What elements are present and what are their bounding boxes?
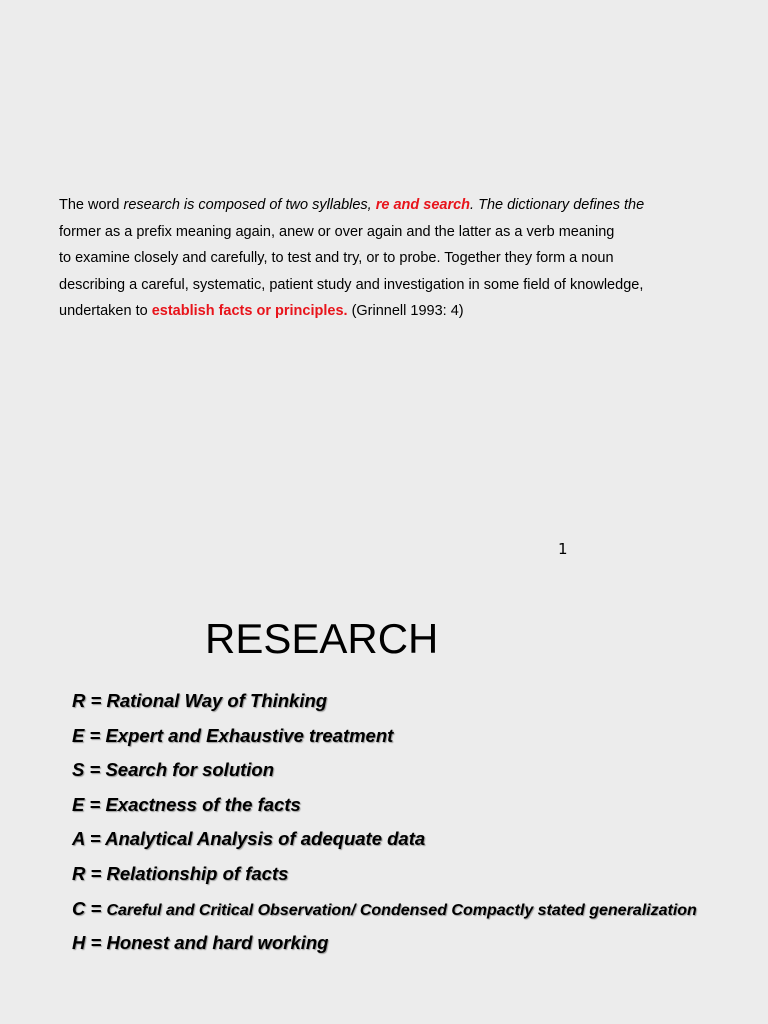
- italic-run: research is composed of two syllables,: [123, 197, 376, 213]
- acronym-letter: A =: [72, 828, 106, 850]
- italic-run: . The dictionary defines the: [470, 197, 645, 213]
- acronym-item: [72, 857, 697, 892]
- acronym-letter: R =: [72, 862, 107, 884]
- paragraph-line-1: [59, 192, 699, 219]
- acronym-expansion: Analytical Analysis of adequate data: [105, 828, 426, 850]
- citation: (Grinnell 1993: 4): [347, 303, 464, 320]
- paragraph-line-2: former as a prefix meaning again, anew or over again and the latter as a verb meaning: [59, 223, 615, 240]
- highlight-re-and-search: re and search: [375, 197, 471, 213]
- highlight-establish-facts: establish facts or principles.: [151, 303, 348, 320]
- acronym-item: [72, 926, 697, 961]
- paragraph-line-4: describing a careful, systematic, patient study and investigation in some field of knowledge,: [59, 276, 644, 293]
- acronym-letter: R =: [72, 690, 107, 711]
- page-number: 1: [558, 540, 568, 558]
- acronym-expansion: Expert and Exhaustive treatment: [105, 724, 394, 746]
- acronym-list: [72, 684, 697, 961]
- definition-paragraph: [59, 192, 699, 325]
- acronym-expansion: Relationship of facts: [106, 862, 289, 884]
- acronym-item: [72, 892, 697, 927]
- acronym-expansion: Honest and hard working: [106, 932, 329, 954]
- acronym-item: [72, 822, 697, 857]
- acronym-expansion: Rational Way of Thinking: [106, 690, 328, 711]
- acronym-expansion: Careful and Critical Observation/ Condensed Compactly stated generalization: [106, 901, 697, 919]
- paragraph-line-3: to examine closely and carefully, to test and try, or to probe. Together they form a noun: [59, 250, 614, 267]
- slide-title: RESEARCH: [205, 615, 439, 662]
- acronym-item: [72, 788, 697, 823]
- acronym-letter: E =: [72, 793, 106, 815]
- text-run: The word: [59, 197, 124, 213]
- acronym-letter: E =: [72, 724, 106, 746]
- acronym-letter: C =: [72, 897, 107, 919]
- acronym-expansion: Search for solution: [105, 759, 275, 781]
- acronym-letter: S =: [72, 759, 106, 781]
- acronym-item: [72, 719, 697, 754]
- text-run: undertaken to: [59, 303, 152, 320]
- acronym-item: [72, 753, 697, 788]
- acronym-item: [72, 684, 697, 719]
- acronym-letter: H =: [72, 932, 107, 954]
- acronym-expansion: Exactness of the facts: [105, 793, 301, 815]
- paragraph-line-5: [59, 298, 699, 325]
